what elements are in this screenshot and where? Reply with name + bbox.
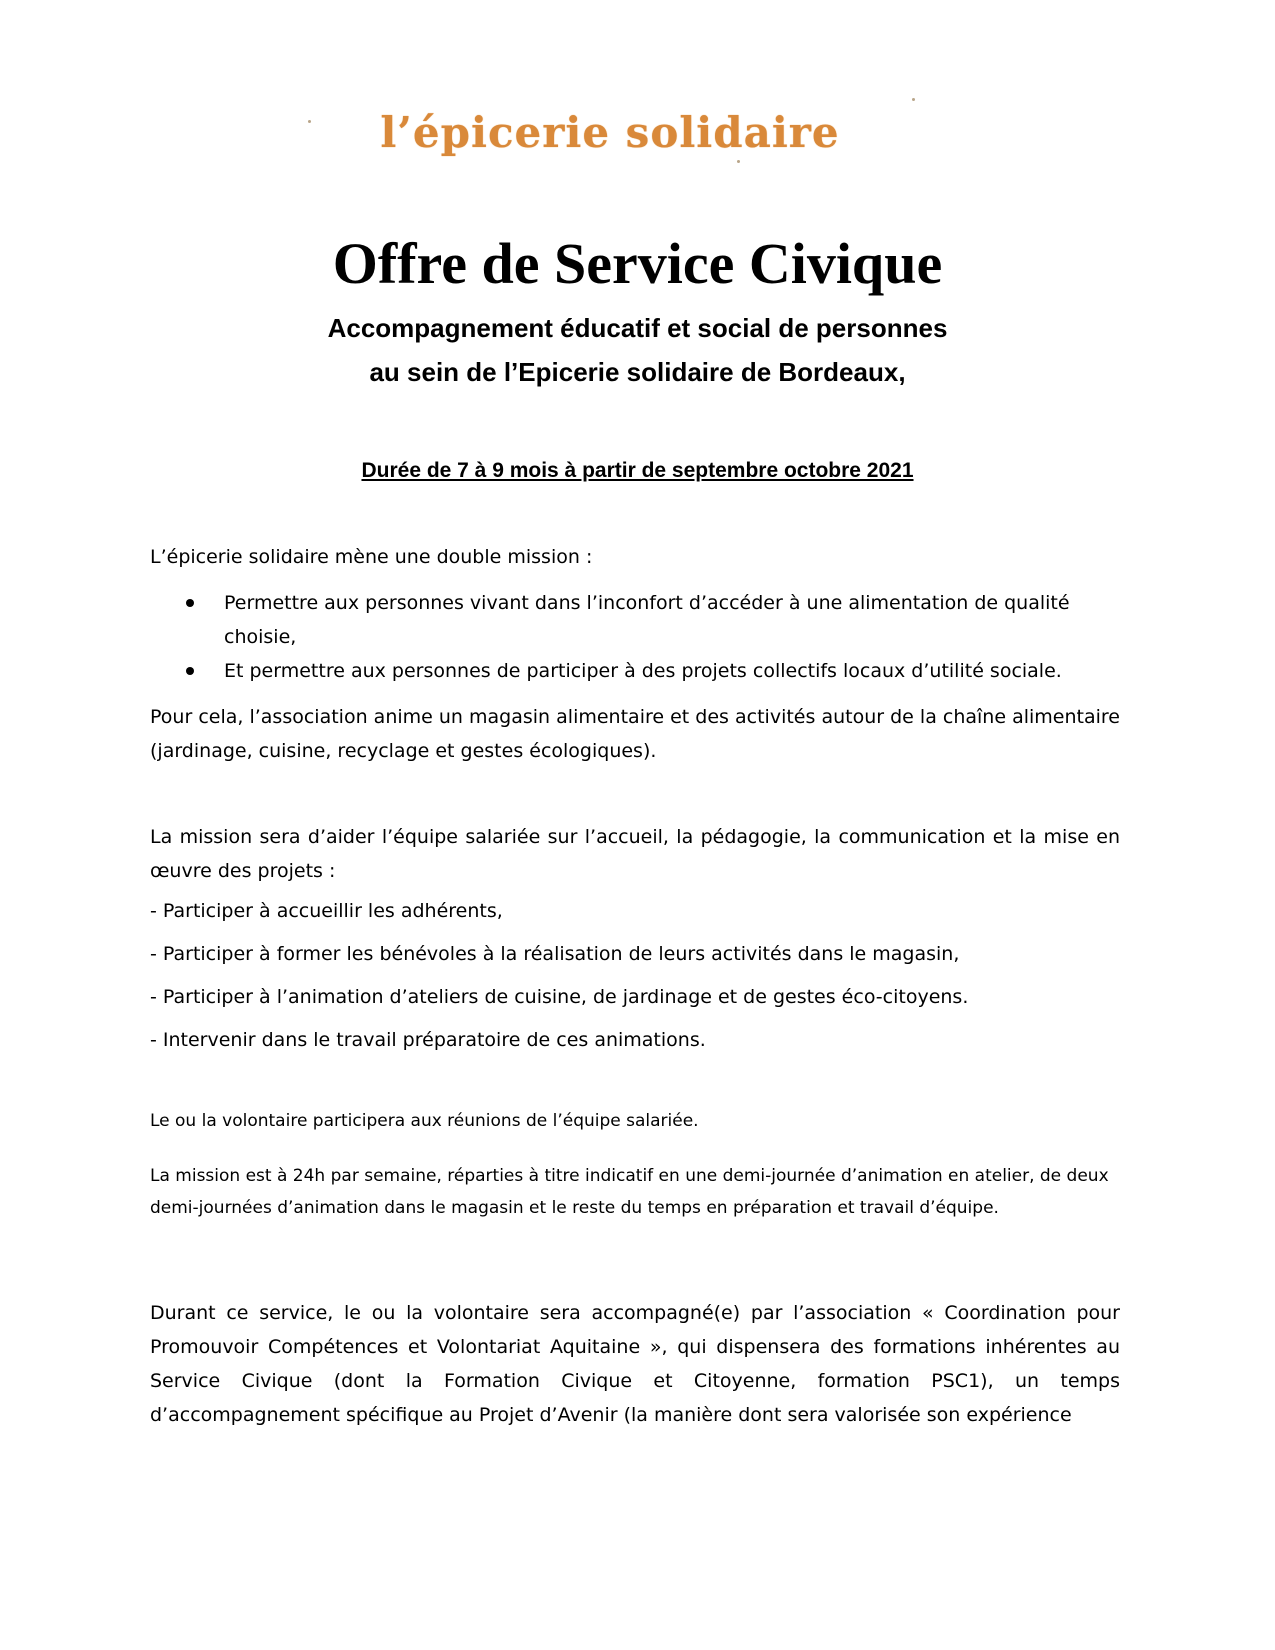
duration-heading: Durée de 7 à 9 mois à partir de septembre octobre 2021 (361, 459, 914, 482)
task-item: - Participer à accueillir les adhérents, (150, 900, 503, 922)
logo (300, 88, 920, 178)
mission-list (150, 586, 1120, 688)
list-item (150, 654, 1120, 688)
logo-speck (308, 120, 311, 123)
list-item-text: Et permettre aux personnes de participer à des projets collectifs locaux d’utilité sociale. (224, 660, 1062, 682)
hours-paragraph: La mission est à 24h par semaine, réparties à titre indicatif en une demi-journée d’animation en atelier, de deux demi-journées d’animation dans le magasin et le reste du temps en préparation et travail d’équipe. (150, 1166, 1109, 1218)
bullet-icon (186, 667, 194, 675)
logo-speck (737, 160, 740, 163)
task-item: - Participer à l’animation d’ateliers de cuisine, de jardinage et de gestes éco-citoyens. (150, 986, 969, 1008)
intro-paragraph: L’épicerie solidaire mène une double mission : (150, 546, 593, 568)
subtitle-line-1: Accompagnement éducatif et social de personnes (327, 313, 948, 343)
logo-text: l’épicerie solidaire (380, 108, 840, 157)
logo-speck (912, 98, 915, 101)
store-paragraph: Pour cela, l’association anime un magasin alimentaire et des activités autour de la chaîne alimentaire (jardinage, cuisine, recyclage et gestes écologiques). (150, 706, 1120, 762)
meetings-paragraph: Le ou la volontaire participera aux réunions de l’équipe salariée. (150, 1111, 699, 1131)
task-item: - Intervenir dans le travail préparatoire de ces animations. (150, 1029, 706, 1051)
list-item-text: Permettre aux personnes vivant dans l’inconfort d’accéder à une alimentation de qualité choisie, (224, 592, 1070, 648)
subtitle-line-2: au sein de l’Epicerie solidaire de Bordeaux, (369, 357, 906, 387)
page-title: Offre de Service Civique (332, 231, 943, 296)
support-paragraph: Durant ce service, le ou la volontaire sera accompagné(e) par l’association « Coordination pour Promouvoir Compétences et Volontariat Aquitaine », qui dispensera des formations inhérentes au Service Civique (dont la Formation Civique et Citoyenne, formation PSC1), un temps d’accompagnement spécifique au Projet d’Avenir (la manière dont sera valorisée son expérience (150, 1302, 1120, 1426)
bullet-icon (186, 599, 194, 607)
mission-paragraph: La mission sera d’aider l’équipe salariée sur l’accueil, la pédagogie, la communication et la mise en œuvre des projets : (150, 826, 1120, 882)
task-item: - Participer à former les bénévoles à la réalisation de leurs activités dans le magasin, (150, 943, 960, 965)
list-item (150, 586, 1120, 654)
